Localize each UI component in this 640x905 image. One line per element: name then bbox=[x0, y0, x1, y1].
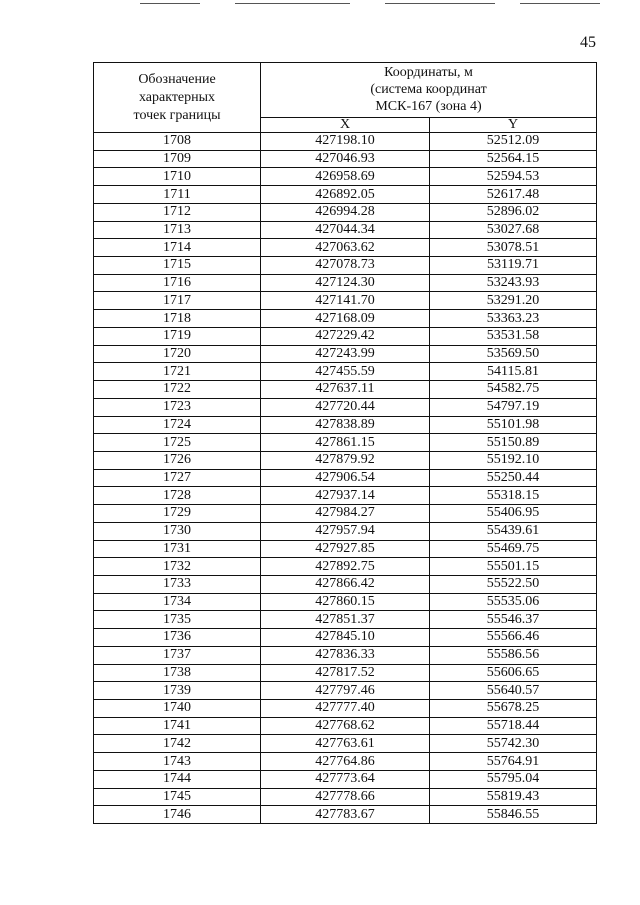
cell-point: 1731 bbox=[94, 540, 261, 558]
table-row bbox=[94, 505, 597, 523]
table-row bbox=[94, 221, 597, 239]
cell-x: 427866.42 bbox=[261, 575, 430, 593]
cell-x: 427892.75 bbox=[261, 558, 430, 576]
cell-point: 1721 bbox=[94, 363, 261, 381]
table-row bbox=[94, 700, 597, 718]
cell-y: 54582.75 bbox=[430, 381, 597, 399]
cell-x: 427124.30 bbox=[261, 274, 430, 292]
cell-y: 55522.50 bbox=[430, 575, 597, 593]
header-y: Y bbox=[430, 117, 597, 132]
table-row bbox=[94, 292, 597, 310]
cell-point: 1720 bbox=[94, 345, 261, 363]
cell-y: 53363.23 bbox=[430, 310, 597, 328]
cell-y: 53243.93 bbox=[430, 274, 597, 292]
cell-point: 1737 bbox=[94, 646, 261, 664]
table-row bbox=[94, 345, 597, 363]
cell-y: 53531.58 bbox=[430, 327, 597, 345]
table-row bbox=[94, 753, 597, 771]
cell-point: 1732 bbox=[94, 558, 261, 576]
cell-y: 55640.57 bbox=[430, 682, 597, 700]
cell-y: 53119.71 bbox=[430, 257, 597, 275]
cell-y: 55439.61 bbox=[430, 522, 597, 540]
table-row bbox=[94, 469, 597, 487]
table-row bbox=[94, 806, 597, 824]
cell-x: 427455.59 bbox=[261, 363, 430, 381]
cell-x: 427836.33 bbox=[261, 646, 430, 664]
table-row bbox=[94, 735, 597, 753]
cell-point: 1711 bbox=[94, 186, 261, 204]
table-row bbox=[94, 327, 597, 345]
table-row bbox=[94, 611, 597, 629]
cell-x: 427777.40 bbox=[261, 700, 430, 718]
cell-x: 427044.34 bbox=[261, 221, 430, 239]
cell-y: 53027.68 bbox=[430, 221, 597, 239]
table-row bbox=[94, 434, 597, 452]
cell-point: 1719 bbox=[94, 327, 261, 345]
top-rule-4 bbox=[520, 3, 600, 5]
cell-point: 1709 bbox=[94, 150, 261, 168]
table-row bbox=[94, 186, 597, 204]
table-row bbox=[94, 629, 597, 647]
cell-point: 1724 bbox=[94, 416, 261, 434]
table-row bbox=[94, 363, 597, 381]
table-row bbox=[94, 558, 597, 576]
cell-y: 55742.30 bbox=[430, 735, 597, 753]
cell-x: 426958.69 bbox=[261, 168, 430, 186]
cell-x: 427198.10 bbox=[261, 133, 430, 151]
cell-point: 1729 bbox=[94, 505, 261, 523]
table-row bbox=[94, 487, 597, 505]
cell-x: 427229.42 bbox=[261, 327, 430, 345]
cell-point: 1714 bbox=[94, 239, 261, 257]
cell-y: 55606.65 bbox=[430, 664, 597, 682]
cell-y: 55764.91 bbox=[430, 753, 597, 771]
cell-x: 427797.46 bbox=[261, 682, 430, 700]
cell-x: 427845.10 bbox=[261, 629, 430, 647]
cell-point: 1730 bbox=[94, 522, 261, 540]
cell-y: 55718.44 bbox=[430, 717, 597, 735]
cell-point: 1746 bbox=[94, 806, 261, 824]
table-row bbox=[94, 682, 597, 700]
cell-y: 55795.04 bbox=[430, 770, 597, 788]
table-row bbox=[94, 593, 597, 611]
table-row bbox=[94, 168, 597, 186]
cell-point: 1735 bbox=[94, 611, 261, 629]
cell-point: 1717 bbox=[94, 292, 261, 310]
table-row bbox=[94, 310, 597, 328]
table-row bbox=[94, 717, 597, 735]
cell-x: 427078.73 bbox=[261, 257, 430, 275]
cell-y: 52617.48 bbox=[430, 186, 597, 204]
table-row bbox=[94, 381, 597, 399]
cell-y: 54797.19 bbox=[430, 398, 597, 416]
cell-x: 427778.66 bbox=[261, 788, 430, 806]
cell-x: 427168.09 bbox=[261, 310, 430, 328]
cell-point: 1744 bbox=[94, 770, 261, 788]
cell-point: 1726 bbox=[94, 451, 261, 469]
cell-y: 54115.81 bbox=[430, 363, 597, 381]
cell-point: 1710 bbox=[94, 168, 261, 186]
cell-x: 427720.44 bbox=[261, 398, 430, 416]
cell-point: 1708 bbox=[94, 133, 261, 151]
table-row bbox=[94, 770, 597, 788]
cell-y: 55101.98 bbox=[430, 416, 597, 434]
top-rule-3 bbox=[385, 3, 495, 5]
table-row bbox=[94, 540, 597, 558]
cell-y: 52564.15 bbox=[430, 150, 597, 168]
cell-x: 427927.85 bbox=[261, 540, 430, 558]
cell-x: 427838.89 bbox=[261, 416, 430, 434]
cell-y: 55819.43 bbox=[430, 788, 597, 806]
table-row bbox=[94, 522, 597, 540]
cell-y: 55678.25 bbox=[430, 700, 597, 718]
cell-y: 55192.10 bbox=[430, 451, 597, 469]
cell-x: 427851.37 bbox=[261, 611, 430, 629]
table-row bbox=[94, 274, 597, 292]
cell-point: 1728 bbox=[94, 487, 261, 505]
cell-x: 427764.86 bbox=[261, 753, 430, 771]
table-row bbox=[94, 150, 597, 168]
cell-point: 1715 bbox=[94, 257, 261, 275]
table-row bbox=[94, 416, 597, 434]
cell-point: 1727 bbox=[94, 469, 261, 487]
cell-x: 427984.27 bbox=[261, 505, 430, 523]
table-row bbox=[94, 788, 597, 806]
top-rule-1 bbox=[140, 3, 200, 5]
cell-point: 1713 bbox=[94, 221, 261, 239]
cell-y: 52594.53 bbox=[430, 168, 597, 186]
cell-point: 1739 bbox=[94, 682, 261, 700]
page-number: 45 bbox=[580, 34, 596, 51]
cell-x: 427046.93 bbox=[261, 150, 430, 168]
header-x: X bbox=[261, 117, 430, 132]
table-row bbox=[94, 133, 597, 151]
cell-point: 1734 bbox=[94, 593, 261, 611]
cell-x: 427937.14 bbox=[261, 487, 430, 505]
cell-y: 55318.15 bbox=[430, 487, 597, 505]
cell-y: 55546.37 bbox=[430, 611, 597, 629]
cell-y: 55586.56 bbox=[430, 646, 597, 664]
cell-x: 426994.28 bbox=[261, 203, 430, 221]
table-row bbox=[94, 664, 597, 682]
cell-point: 1736 bbox=[94, 629, 261, 647]
table-row bbox=[94, 398, 597, 416]
cell-y: 55250.44 bbox=[430, 469, 597, 487]
cell-y: 55535.06 bbox=[430, 593, 597, 611]
cell-x: 427243.99 bbox=[261, 345, 430, 363]
cell-x: 427957.94 bbox=[261, 522, 430, 540]
cell-y: 55566.46 bbox=[430, 629, 597, 647]
cell-x: 427783.67 bbox=[261, 806, 430, 824]
cell-point: 1725 bbox=[94, 434, 261, 452]
table-row bbox=[94, 575, 597, 593]
cell-x: 427817.52 bbox=[261, 664, 430, 682]
cell-y: 53291.20 bbox=[430, 292, 597, 310]
header-point-designation: Обозначение характерных точек границы bbox=[94, 63, 261, 133]
table-row bbox=[94, 451, 597, 469]
cell-x: 427879.92 bbox=[261, 451, 430, 469]
cell-x: 427063.62 bbox=[261, 239, 430, 257]
cell-point: 1716 bbox=[94, 274, 261, 292]
cell-point: 1743 bbox=[94, 753, 261, 771]
table-row bbox=[94, 646, 597, 664]
cell-point: 1718 bbox=[94, 310, 261, 328]
table-body bbox=[94, 133, 597, 824]
cell-x: 427773.64 bbox=[261, 770, 430, 788]
header-coordinates: Координаты, м (система координат МСК-167 (зона 4) bbox=[261, 63, 597, 118]
cell-y: 52896.02 bbox=[430, 203, 597, 221]
cell-x: 427141.70 bbox=[261, 292, 430, 310]
cell-x: 426892.05 bbox=[261, 186, 430, 204]
cell-point: 1712 bbox=[94, 203, 261, 221]
cell-point: 1723 bbox=[94, 398, 261, 416]
table-row bbox=[94, 257, 597, 275]
cell-x: 427860.15 bbox=[261, 593, 430, 611]
table-row bbox=[94, 239, 597, 257]
cell-point: 1740 bbox=[94, 700, 261, 718]
cell-y: 52512.09 bbox=[430, 133, 597, 151]
cell-point: 1741 bbox=[94, 717, 261, 735]
cell-point: 1722 bbox=[94, 381, 261, 399]
cell-y: 55406.95 bbox=[430, 505, 597, 523]
cell-point: 1742 bbox=[94, 735, 261, 753]
cell-point: 1733 bbox=[94, 575, 261, 593]
cell-y: 53078.51 bbox=[430, 239, 597, 257]
cell-point: 1738 bbox=[94, 664, 261, 682]
cell-x: 427906.54 bbox=[261, 469, 430, 487]
cell-x: 427768.62 bbox=[261, 717, 430, 735]
cell-y: 53569.50 bbox=[430, 345, 597, 363]
table-row bbox=[94, 203, 597, 221]
cell-x: 427763.61 bbox=[261, 735, 430, 753]
cell-y: 55846.55 bbox=[430, 806, 597, 824]
cell-y: 55150.89 bbox=[430, 434, 597, 452]
cell-point: 1745 bbox=[94, 788, 261, 806]
cell-y: 55469.75 bbox=[430, 540, 597, 558]
cell-x: 427861.15 bbox=[261, 434, 430, 452]
top-rule-2 bbox=[235, 3, 350, 5]
cell-x: 427637.11 bbox=[261, 381, 430, 399]
cell-y: 55501.15 bbox=[430, 558, 597, 576]
coordinates-table bbox=[93, 62, 597, 824]
